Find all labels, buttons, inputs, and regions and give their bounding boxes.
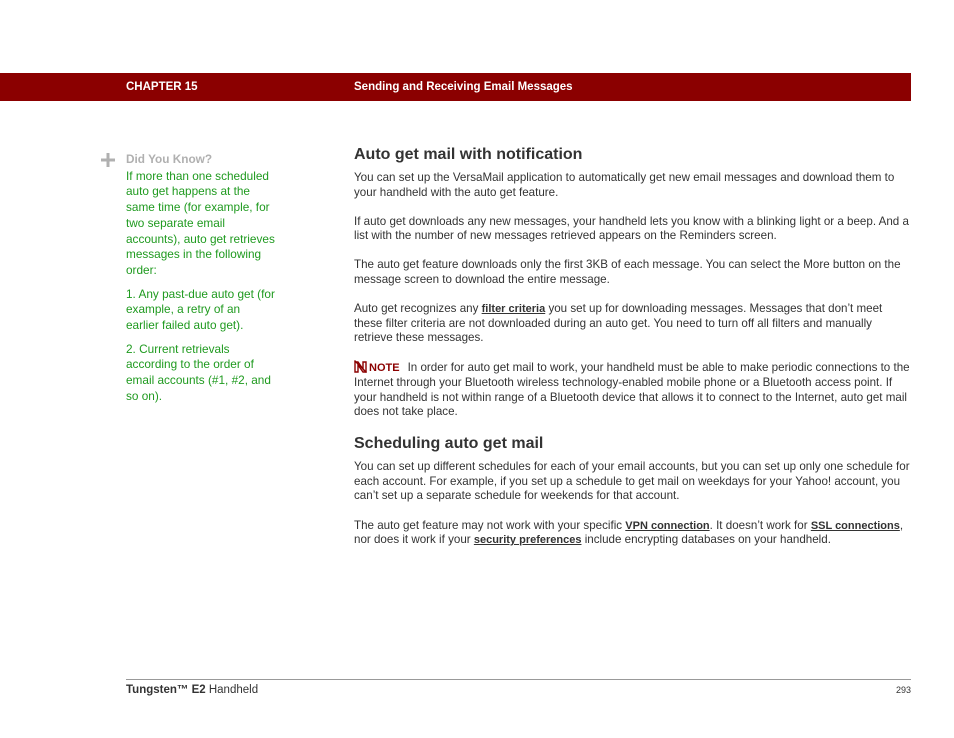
paragraph: If auto get downloads any new messages, your handheld lets you know with a blinking light or a beep. And a list with the number of new messages retrieved appears on the Reminders screen.	[354, 214, 909, 243]
footer-brand: Tungsten™ E2	[126, 684, 206, 696]
ssl-connections-link[interactable]: SSL connections	[810, 519, 900, 532]
did-you-know-heading: Did You Know?	[126, 152, 213, 166]
page-number: 293	[895, 685, 911, 695]
note-paragraph	[354, 360, 910, 419]
main-content	[354, 145, 910, 562]
paragraph: You can set up the VersaMail application to automatically get new email messages and download them to your handheld with the auto get feature.	[354, 171, 895, 199]
chapter-label: CHAPTER 15	[126, 81, 198, 93]
section-heading-scheduling: Scheduling auto get mail	[354, 435, 544, 453]
text-span: you set up for downloading messages. Messages that don’t meet these filter criteria are not downloaded during an auto get. You need to turn off all filters and manually retrieve these messages.	[354, 302, 883, 345]
footer-product	[126, 684, 258, 696]
footer-divider	[126, 679, 911, 680]
vpn-connection-link[interactable]: VPN connection	[625, 519, 710, 532]
security-preferences-link[interactable]: security preferences	[473, 534, 582, 547]
filter-criteria-link[interactable]: filter criteria	[481, 303, 546, 316]
note-icon	[354, 360, 367, 373]
note-label: NOTE	[369, 362, 400, 375]
paragraph: You can set up different schedules for each of your email accounts, but you can set up only one schedule for each account. For example, if you set up a schedule to get mail on weekdays for your Yahoo! account, you can’t set up a separate schedule for weekends for that account.	[354, 460, 910, 503]
paragraph	[354, 519, 910, 548]
text-span: The auto get feature may not work with your specific	[354, 518, 626, 532]
did-you-know-sidebar	[126, 152, 276, 413]
plus-icon	[101, 153, 115, 167]
paragraph	[354, 302, 910, 346]
footer-product-name: Handheld	[205, 684, 259, 696]
sidebar-item-2: 2. Current retrievals according to the order of email accounts (#1, #2, and so on).	[126, 341, 271, 403]
sidebar-item-1: 1. Any past-due auto get (for example, a retry of an earlier failed auto get).	[126, 286, 275, 333]
text-span: . It doesn’t work for	[709, 518, 811, 532]
text-span: , nor does it work if your	[354, 518, 904, 547]
text-span: include encrypting databases on your handheld.	[581, 533, 831, 547]
paragraph: The auto get feature downloads only the first 3KB of each message. You can select the More button on the message screen to download the entire message.	[354, 258, 901, 286]
note-text: In order for auto get mail to work, your handheld must be able to make periodic connections to the Internet through your Bluetooth wireless technology-enabled mobile phone or a Bluetooth access point. If your handheld is not within range of a Bluetooth device that allows it to connect to the Internet, auto get mail does not take place.	[354, 361, 910, 419]
chapter-title: Sending and Receiving Email Messages	[354, 81, 573, 93]
text-span: Auto get recognizes any	[354, 302, 482, 316]
sidebar-intro: If more than one scheduled auto get happens at the same time (for example, for two separate email accounts), auto get retrieves messages in the following order:	[126, 168, 275, 277]
section-heading-auto-get: Auto get mail with notification	[354, 146, 583, 163]
